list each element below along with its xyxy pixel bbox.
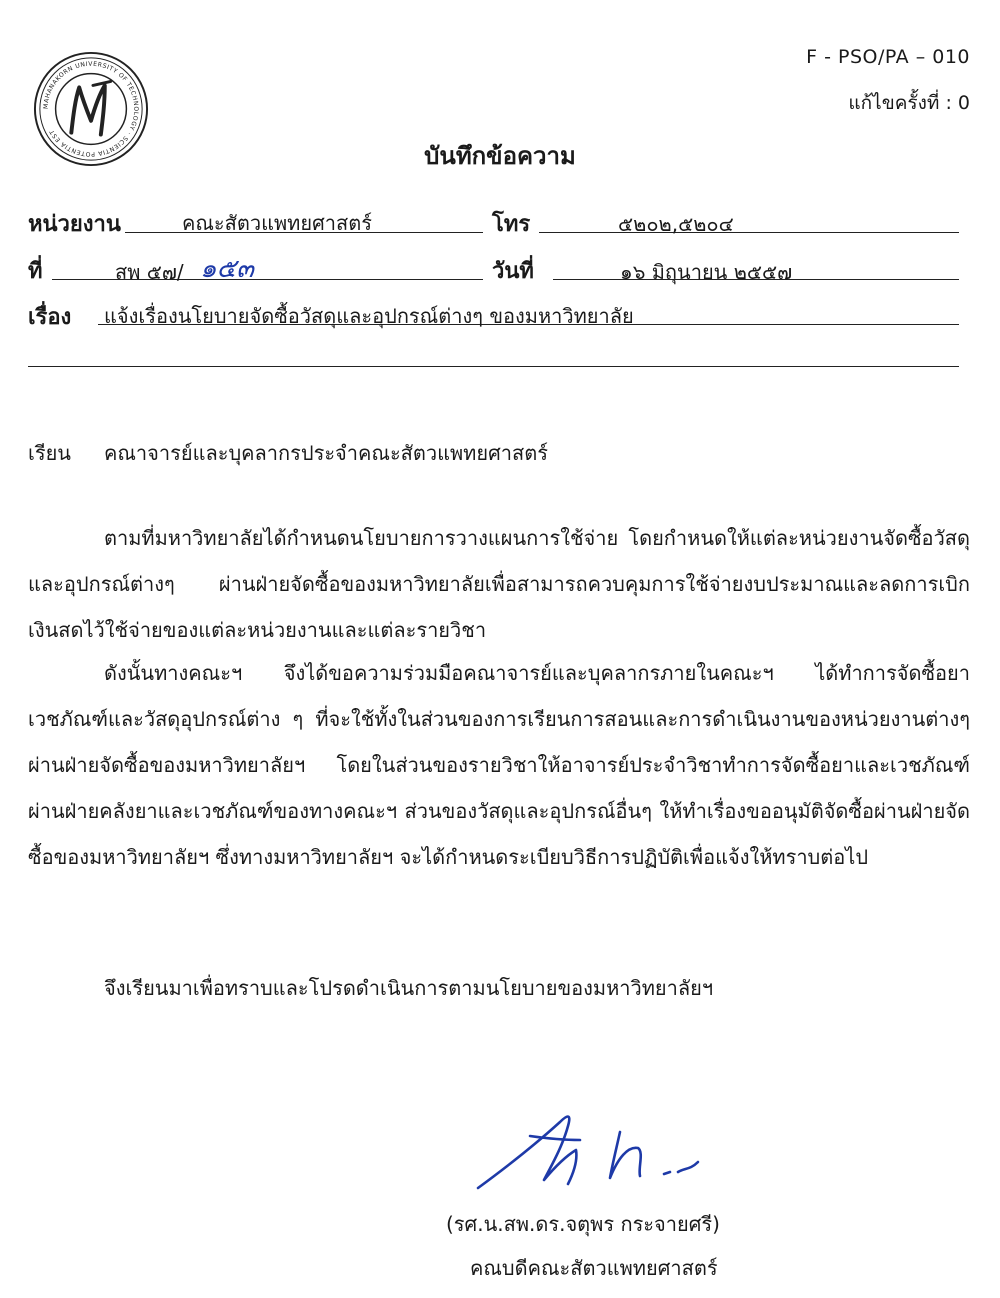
body-paragraph-1: ตามที่มหาวิทยาลัยได้กำหนดนโยบายการวางแผนการใช้จ่าย โดยกำหนดให้แต่ละหน่วยงานจัดซื้อวัสดุและอุปกรณ์ต่างๆ ผ่านฝ่ายจัดซื้อของมหาวิทยาลัยเพื่อสามารถควบคุมการใช้จ่ายงบประมาณและลดการเบิกเงินสดไว้ใช้จ่ายของแต่ละหน่วยงานและแต่ละรายวิชา: [28, 526, 970, 642]
subject-continuation-line: [28, 366, 959, 367]
doc-number-handwritten: ๑๕๓: [200, 254, 254, 284]
salutation-label: เรียน: [28, 441, 71, 465]
signer-position: คณบดีคณะสัตวแพทยศาสตร์: [470, 1256, 718, 1280]
svg-text:MAHANAKORN UNIVERSITY OF TECHN: MAHANAKORN UNIVERSITY OF TECHNOLOGY · SCIENTIA POTENTIA EST: [42, 60, 140, 158]
body-paragraph-2: ดังนั้นทางคณะฯ จึงได้ขอความร่วมมือคณาจารย์และบุคลากรภายในคณะฯ ได้ทำการจัดซื้อยาเวชภัณฑ์และวัสดุอุปกรณ์ต่าง ๆ ที่จะใช้ทั้งในส่วนของการเรียนการสอนและการดำเนินงานของหน่วยงานต่างๆ ผ่านฝ่ายจัดซื้อของมหาวิทยาลัยฯ โดยในส่วนของรายวิชาให้อาจารย์ประจำวิชาทำการจัดซื้อยาและเวชภัณฑ์ผ่านฝ่ายคลังยาและเวชภัณฑ์ของทางคณะฯ ส่วนของวัสดุและอุปกรณ์อื่นๆ ให้ทำเรื่องขออนุมัติจัดซื้อผ่านฝ่ายจัดซื้อของมหาวิทยาลัยฯ ซึ่งทางมหาวิทยาลัยฯ จะได้กำหนดระเบียบวิธีการปฏิบัติเพื่อแจ้งให้ทราบต่อไป: [28, 661, 970, 869]
salutation-recipient: คณาจารย์และบุคลากรประจำคณะสัตวแพทยศาสตร์: [104, 441, 548, 465]
unit-value: คณะสัตวแพทยศาสตร์: [182, 211, 372, 235]
date-label: วันที่: [492, 259, 534, 284]
form-code: F - PSO/PA – 010: [806, 46, 970, 68]
unit-label: หน่วยงาน: [28, 212, 121, 237]
subject-value: แจ้งเรื่องนโยบายจัดซื้อวัสดุและอุปกรณ์ต่างๆ ของมหาวิทยาลัย: [104, 304, 634, 328]
doc-number-prefix: สพ ๕๗/: [115, 260, 184, 284]
tel-underline: [539, 232, 959, 233]
handwritten-signature: [468, 1096, 728, 1206]
closing-line: จึงเรียนมาเพื่อทราบและโปรดดำเนินการตามนโยบายของมหาวิทยาลัยฯ: [104, 976, 714, 1000]
subject-label: เรื่อง: [28, 305, 72, 330]
date-value: ๑๖ มิถุนายน ๒๕๕๗: [620, 260, 793, 284]
tel-value: ๕๒๐๒,๕๒๐๔: [618, 212, 734, 236]
memo-title: บันทึกข้อความ: [424, 142, 576, 170]
doc-number-label: ที่: [28, 259, 43, 284]
revision-number: แก้ไขครั้งที่ : 0: [848, 92, 970, 114]
signer-name: (รศ.น.สพ.ดร.จตุพร กระจายศรี): [446, 1212, 720, 1236]
tel-label: โทร: [492, 212, 531, 237]
